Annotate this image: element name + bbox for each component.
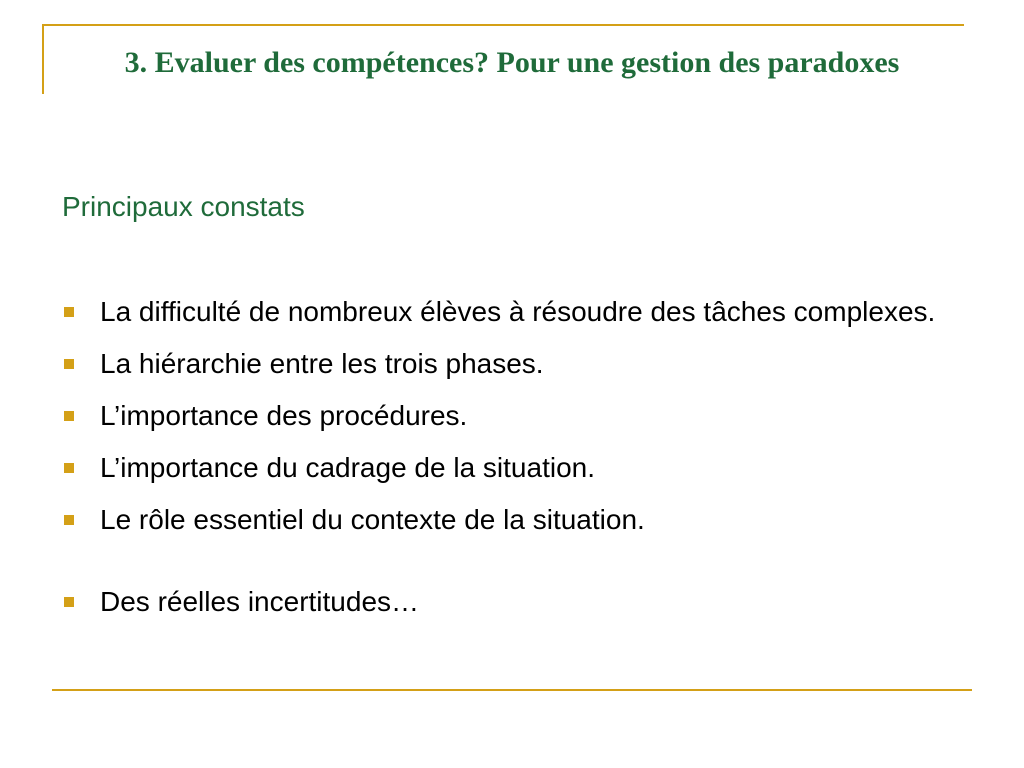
bullet-text: La hiérarchie entre les trois phases. bbox=[100, 348, 544, 379]
bullet-text: Des réelles incertitudes… bbox=[100, 586, 420, 617]
square-bullet-icon bbox=[64, 307, 74, 317]
bullet-text: Le rôle essentiel du contexte de la situation. bbox=[100, 504, 645, 535]
bullet-text: L’importance des procédures. bbox=[100, 400, 468, 431]
bullet-text: La difficulté de nombreux élèves à résoudre des tâches complexes. bbox=[100, 296, 936, 327]
bullet-item bbox=[62, 499, 942, 540]
title-frame-left-line bbox=[42, 24, 44, 94]
bottom-rule-line bbox=[52, 689, 972, 691]
square-bullet-icon bbox=[64, 411, 74, 421]
slide-title: 3. Evaluer des compétences? Pour une gestion des paradoxes bbox=[124, 46, 900, 79]
square-bullet-icon bbox=[64, 515, 74, 525]
square-bullet-icon bbox=[64, 463, 74, 473]
bullet-item bbox=[62, 395, 942, 436]
bullet-item bbox=[62, 447, 942, 488]
square-bullet-icon bbox=[64, 359, 74, 369]
title-frame-top-line bbox=[42, 24, 964, 26]
bullet-text: L’importance du cadrage de la situation. bbox=[100, 452, 595, 483]
square-bullet-icon bbox=[64, 597, 74, 607]
bullet-item bbox=[62, 291, 942, 332]
slide-subtitle: Principaux constats bbox=[62, 191, 305, 222]
bullet-item bbox=[62, 581, 942, 622]
bullet-item bbox=[62, 343, 942, 384]
bullet-list bbox=[62, 291, 942, 633]
